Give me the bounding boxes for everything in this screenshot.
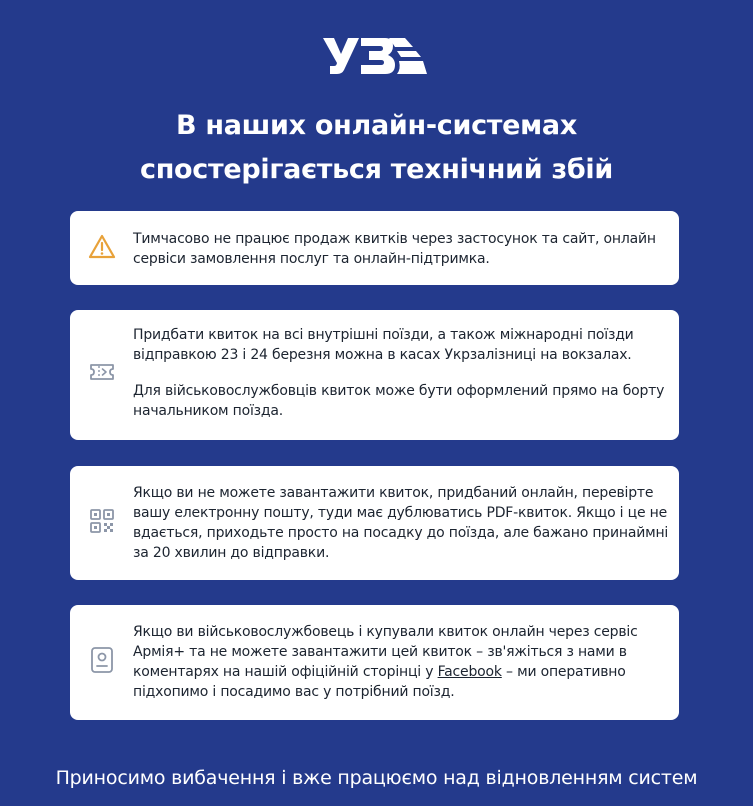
ticket-icon — [87, 357, 117, 387]
card-paragraph: Якщо ви не можете завантажити квиток, придбаний онлайн, перевірте вашу електронну пошту, туди має дублюватись PDF-квиток. Якщо і це не вдається, приходьте просто на посадку до поїзда, але бажано принаймні за 20 хвилин до відправки. — [133, 485, 669, 561]
info-card-pdf-ticket — [70, 466, 679, 580]
card-paragraph: Придбати квиток на всі внутрішні поїзди, а також міжнародні поїзди відправкою 23 і 24 березня можна в касах Укрзалізниці на вокзалах. — [133, 327, 634, 363]
info-card-text — [133, 622, 671, 702]
footer-apology: Приносимо вибачення і вже працюємо над відновленням систем — [55, 767, 698, 789]
info-card-service-outage — [70, 211, 679, 285]
info-card-text — [133, 229, 671, 269]
id-card-icon — [87, 645, 117, 675]
card-text-after-link: – ми оперативно підхопимо і посадимо вас у потрібний поїзд. — [133, 664, 626, 700]
card-paragraph: Для військовослужбовців квиток може бути оформлений прямо на борту начальником поїзда. — [133, 383, 665, 419]
facebook-link[interactable]: Facebook — [437, 664, 502, 680]
info-card-text — [133, 483, 671, 563]
card-paragraph — [133, 622, 671, 702]
card-text-before-link: Якщо ви військовослужбовець і купували квиток онлайн через сервіс Армія+ та не можете завантажити цей квиток – зв'яжіться з нами в коментарях на нашій офіційній сторінці у — [133, 624, 638, 680]
card-paragraph: Тимчасово не працює продаж квитків через застосунок та сайт, онлайн сервіси замовлення послуг та онлайн-підтримка. — [133, 231, 656, 267]
info-card-military — [70, 605, 679, 720]
warning-icon — [87, 232, 117, 262]
qr-code-icon — [87, 506, 117, 536]
info-card-text — [133, 325, 671, 421]
info-card-ticket-offices — [70, 310, 679, 440]
page-title-line-1: В наших онлайн-системах — [176, 110, 577, 141]
page-title — [0, 104, 753, 192]
page-title-line-2: спостерігається технічний збій — [140, 154, 613, 185]
uz-logo-icon — [323, 36, 427, 76]
